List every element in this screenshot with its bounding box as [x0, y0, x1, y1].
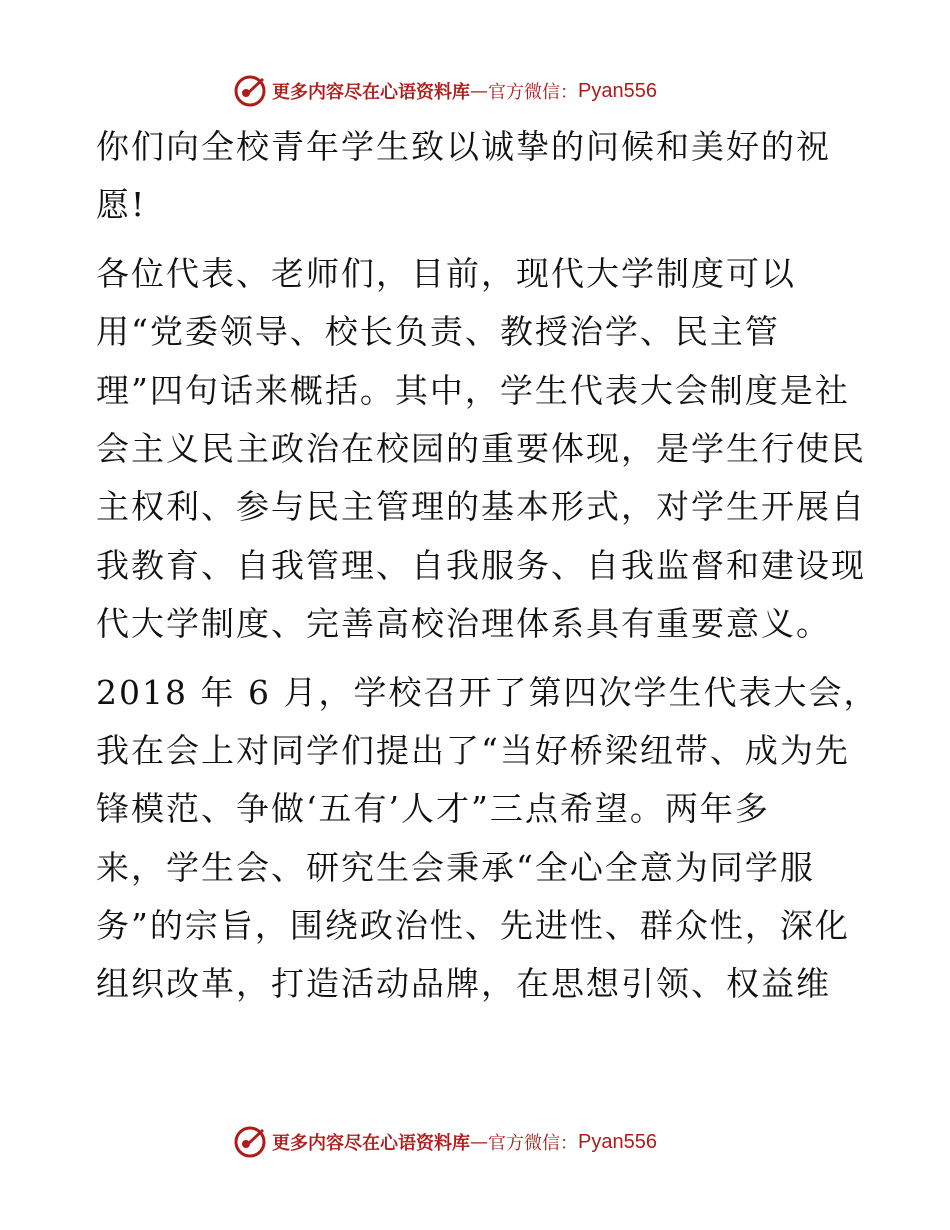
text-line: 我教育、自我管理、自我服务、自我监督和建设现 — [96, 545, 866, 585]
header-watermark — [232, 71, 657, 111]
text-line: 愿! — [96, 185, 147, 225]
document-body — [96, 118, 879, 1024]
watermark-wechat-label: 官方微信： — [488, 1133, 578, 1154]
text-line: 你们向全校青年学生致以诚挚的问候和美好的祝 — [96, 127, 831, 166]
text-line: 组织改革，打造活动品牌，在思想引领、权益维 — [96, 964, 831, 1004]
watermark-brand-text: 更多内容尽在心语资料库 — [272, 82, 470, 103]
text-line: 锋模范、争做‘五有’人才”三点希望。两年多 — [96, 789, 770, 829]
text-line: 各位代表、老师们，目前，现代大学制度可以 — [96, 253, 796, 293]
text-line: 2018 年 6 月，学校召开了第四次学生代表大会， — [96, 672, 879, 712]
watermark-wechat-label: 官方微信： — [488, 82, 578, 103]
watermark-wechat-id: Pyan556 — [578, 1130, 657, 1153]
text-line: 会主义民主政治在校园的重要体现，是学生行使民 — [96, 428, 866, 468]
text-line: 务”的宗旨，围绕政治性、先进性、群众性，深化 — [96, 906, 850, 946]
text-line: 我在会上对同学们提出了“当好桥梁纽带、成为先 — [96, 730, 850, 770]
watermark-separator: — — [470, 1131, 488, 1153]
text-line: 理”四句话来概括。其中，学生代表大会制度是社 — [96, 370, 850, 410]
watermark-brand-text: 更多内容尽在心语资料库 — [272, 1133, 470, 1154]
watermark-separator: — — [470, 80, 488, 102]
text-line: 主权利、参与民主管理的基本形式，对学生开展自 — [96, 487, 866, 527]
text-line: 代大学制度、完善高校治理体系具有重要意义。 — [96, 604, 831, 644]
pen-circle-logo-icon — [232, 1124, 268, 1160]
paragraph — [96, 245, 866, 654]
footer-watermark — [232, 1122, 657, 1162]
text-line: 来，学生会、研究生会秉承“全心全意为同学服 — [96, 847, 815, 887]
text-line: 用“党委领导、校长负责、教授治学、民主管 — [96, 312, 780, 352]
paragraph — [96, 118, 856, 235]
watermark-wechat-id: Pyan556 — [578, 79, 657, 102]
pen-circle-logo-icon — [232, 73, 268, 109]
paragraph — [96, 664, 879, 1014]
